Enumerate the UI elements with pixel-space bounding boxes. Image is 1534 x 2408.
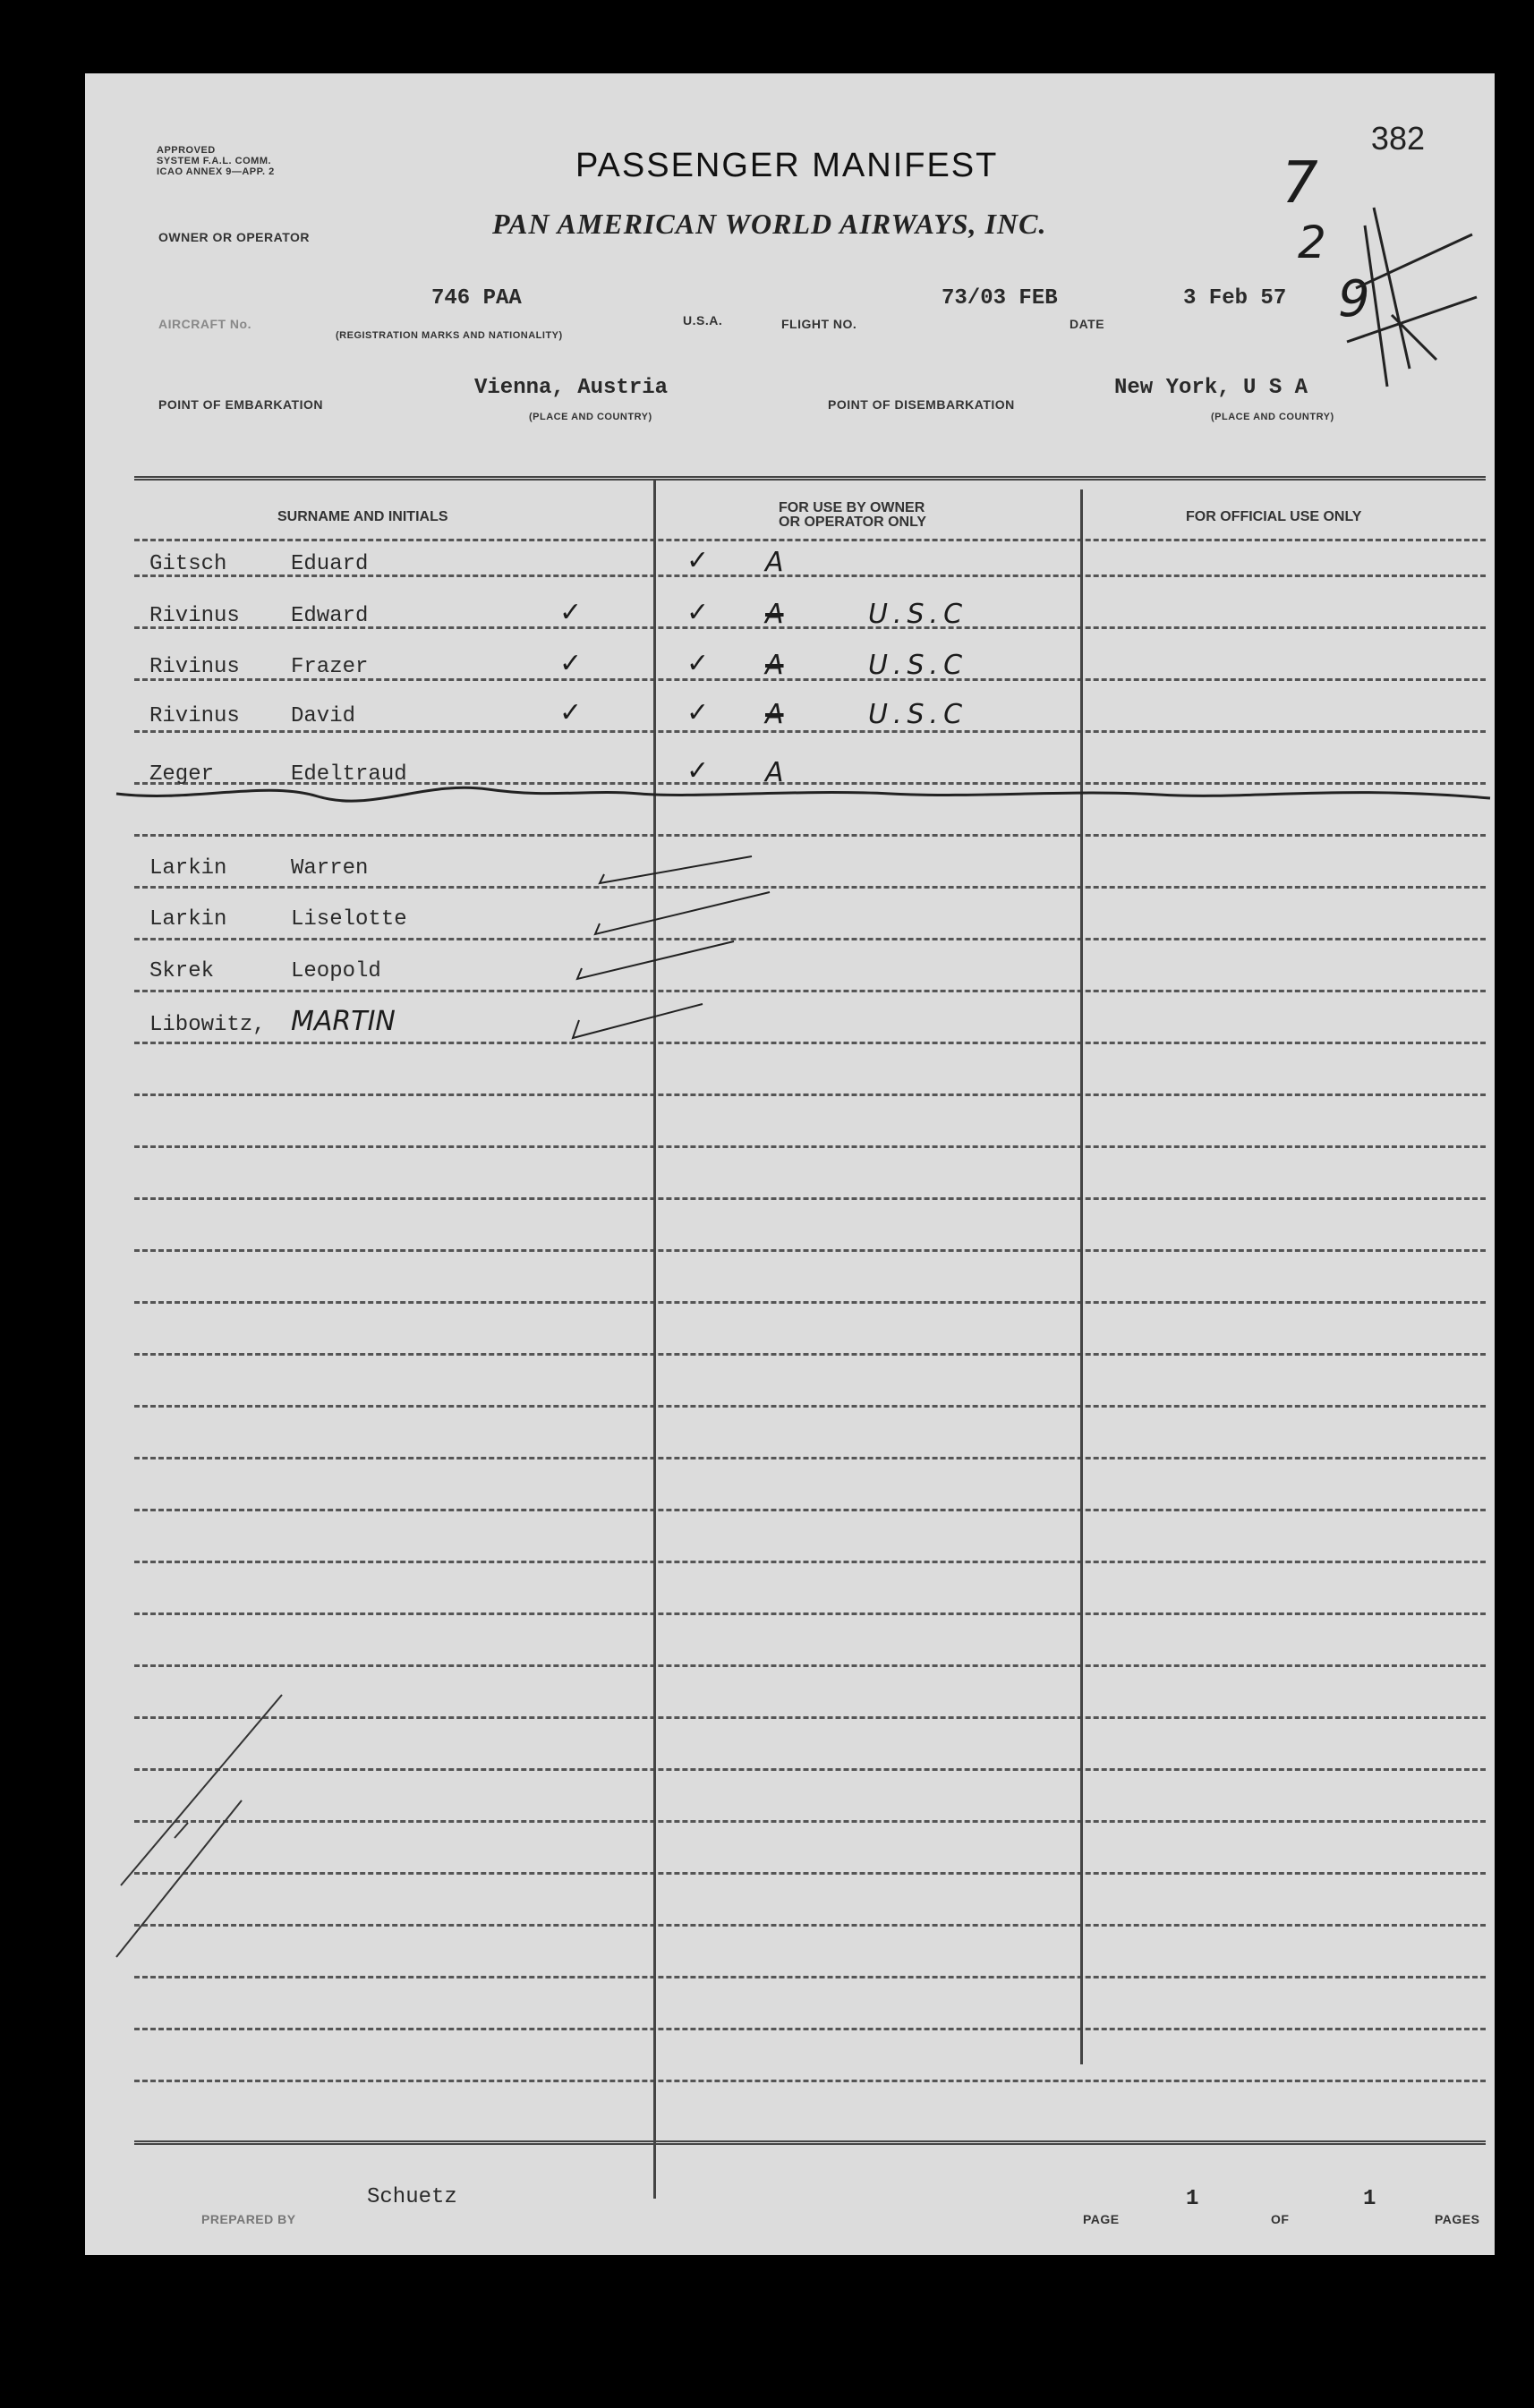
disembark-value: New York, U S A bbox=[1114, 376, 1308, 400]
registration-label: (REGISTRATION MARKS AND NATIONALITY) bbox=[336, 330, 563, 341]
margin-slash-2 bbox=[116, 1800, 242, 1957]
aircraft-label: AIRCRAFT No. bbox=[158, 317, 251, 331]
check-icon: ✓ bbox=[686, 597, 710, 628]
passenger-surname: Skrek bbox=[149, 959, 215, 983]
official-column-header: FOR OFFICIAL USE ONLY bbox=[1186, 509, 1362, 524]
place-country-label-2: (PLACE AND COUNTRY) bbox=[1211, 412, 1334, 422]
of-label: OF bbox=[1271, 2212, 1290, 2226]
prepared-value: Schuetz bbox=[367, 2185, 457, 2209]
date-label: DATE bbox=[1070, 317, 1105, 331]
handwritten-9: 9 bbox=[1338, 270, 1370, 328]
page-number: 382 bbox=[1370, 120, 1425, 157]
handwritten-7: 7 bbox=[1282, 150, 1318, 217]
passenger-given-name: Edeltraud bbox=[291, 762, 407, 787]
passenger-given-name: MARTIN bbox=[291, 1006, 396, 1037]
larkin-check-2 bbox=[595, 892, 770, 934]
passenger-given-name: Eduard bbox=[291, 552, 369, 576]
larkin-check-1 bbox=[600, 856, 752, 883]
citizenship-status: U.S.C bbox=[868, 699, 968, 730]
passenger-surname: Gitsch bbox=[149, 552, 227, 576]
passenger-given-name: Edward bbox=[291, 604, 369, 628]
aircraft-value: 746 PAA bbox=[431, 286, 522, 311]
check-icon: ✓ bbox=[559, 597, 583, 628]
passenger-given-name: Liselotte bbox=[291, 907, 407, 932]
embark-label: POINT OF EMBARKATION bbox=[158, 397, 323, 412]
page-value: 1 bbox=[1186, 2187, 1199, 2211]
manifest-sheet bbox=[85, 73, 1495, 2255]
owner-mark: A bbox=[765, 650, 784, 681]
check-icon: ✓ bbox=[686, 648, 710, 679]
owner-mark: A bbox=[765, 699, 784, 730]
passenger-surname: Rivinus bbox=[149, 655, 240, 679]
check-icon: ✓ bbox=[686, 697, 710, 728]
pages-label: PAGES bbox=[1435, 2212, 1480, 2226]
wavy-close-line bbox=[116, 787, 1490, 801]
passenger-surname: Libowitz, bbox=[149, 1013, 266, 1037]
handwritten-marks bbox=[85, 73, 1495, 2255]
margin-slash-3 bbox=[175, 1823, 188, 1838]
prepared-label: PREPARED BY bbox=[201, 2212, 296, 2226]
passenger-surname: Larkin bbox=[149, 856, 227, 881]
place-country-label: (PLACE AND COUNTRY) bbox=[529, 412, 652, 422]
citizenship-status: U.S.C bbox=[868, 650, 968, 681]
passenger-given-name: Warren bbox=[291, 856, 369, 881]
check-icon: ✓ bbox=[559, 648, 583, 679]
passenger-surname: Rivinus bbox=[149, 604, 240, 628]
manifest-title: PASSENGER MANIFEST bbox=[575, 147, 999, 184]
check-icon: ✓ bbox=[686, 545, 710, 576]
approved-text: APPROVED bbox=[157, 145, 216, 156]
owner-use-line-2: OR OPERATOR ONLY bbox=[779, 515, 927, 530]
embark-value: Vienna, Austria bbox=[474, 376, 669, 400]
owner-mark: A bbox=[765, 757, 784, 788]
owner-label: OWNER OR OPERATOR bbox=[158, 230, 310, 244]
passenger-surname: Zeger bbox=[149, 762, 215, 787]
libowitz-check bbox=[573, 1004, 703, 1038]
skrek-check bbox=[577, 941, 734, 979]
passenger-surname: Larkin bbox=[149, 907, 227, 932]
owner-mark: A bbox=[765, 599, 784, 630]
citizenship-status: U.S.C bbox=[868, 599, 968, 630]
check-icon: ✓ bbox=[686, 755, 710, 787]
passenger-given-name: Leopold bbox=[291, 959, 381, 983]
icao-text: ICAO ANNEX 9—APP. 2 bbox=[157, 166, 275, 177]
passenger-surname: Rivinus bbox=[149, 704, 240, 728]
surname-column-header: SURNAME AND INITIALS bbox=[277, 509, 448, 524]
owner-mark: A bbox=[765, 547, 784, 578]
check-icon: ✓ bbox=[559, 697, 583, 728]
flight-label: FLIGHT NO. bbox=[781, 317, 857, 331]
disembark-label: POINT OF DISEMBARKATION bbox=[828, 397, 1015, 412]
owner-use-line-1: FOR USE BY OWNER bbox=[779, 500, 925, 515]
handwritten-2: 2 bbox=[1298, 217, 1326, 268]
usa-text: U.S.A. bbox=[683, 313, 723, 328]
passenger-given-name: Frazer bbox=[291, 655, 369, 679]
flight-value: 73/03 FEB bbox=[942, 286, 1058, 311]
system-text: SYSTEM F.A.L. COMM. bbox=[157, 156, 272, 166]
page-label: PAGE bbox=[1083, 2212, 1120, 2226]
of-value: 1 bbox=[1363, 2187, 1376, 2211]
scribble-top-right bbox=[1347, 208, 1477, 387]
margin-slash-1 bbox=[121, 1695, 282, 1885]
date-value: 3 Feb 57 bbox=[1183, 286, 1287, 311]
passenger-given-name: David bbox=[291, 704, 356, 728]
company-name: PAN AMERICAN WORLD AIRWAYS, INC. bbox=[492, 208, 1047, 240]
